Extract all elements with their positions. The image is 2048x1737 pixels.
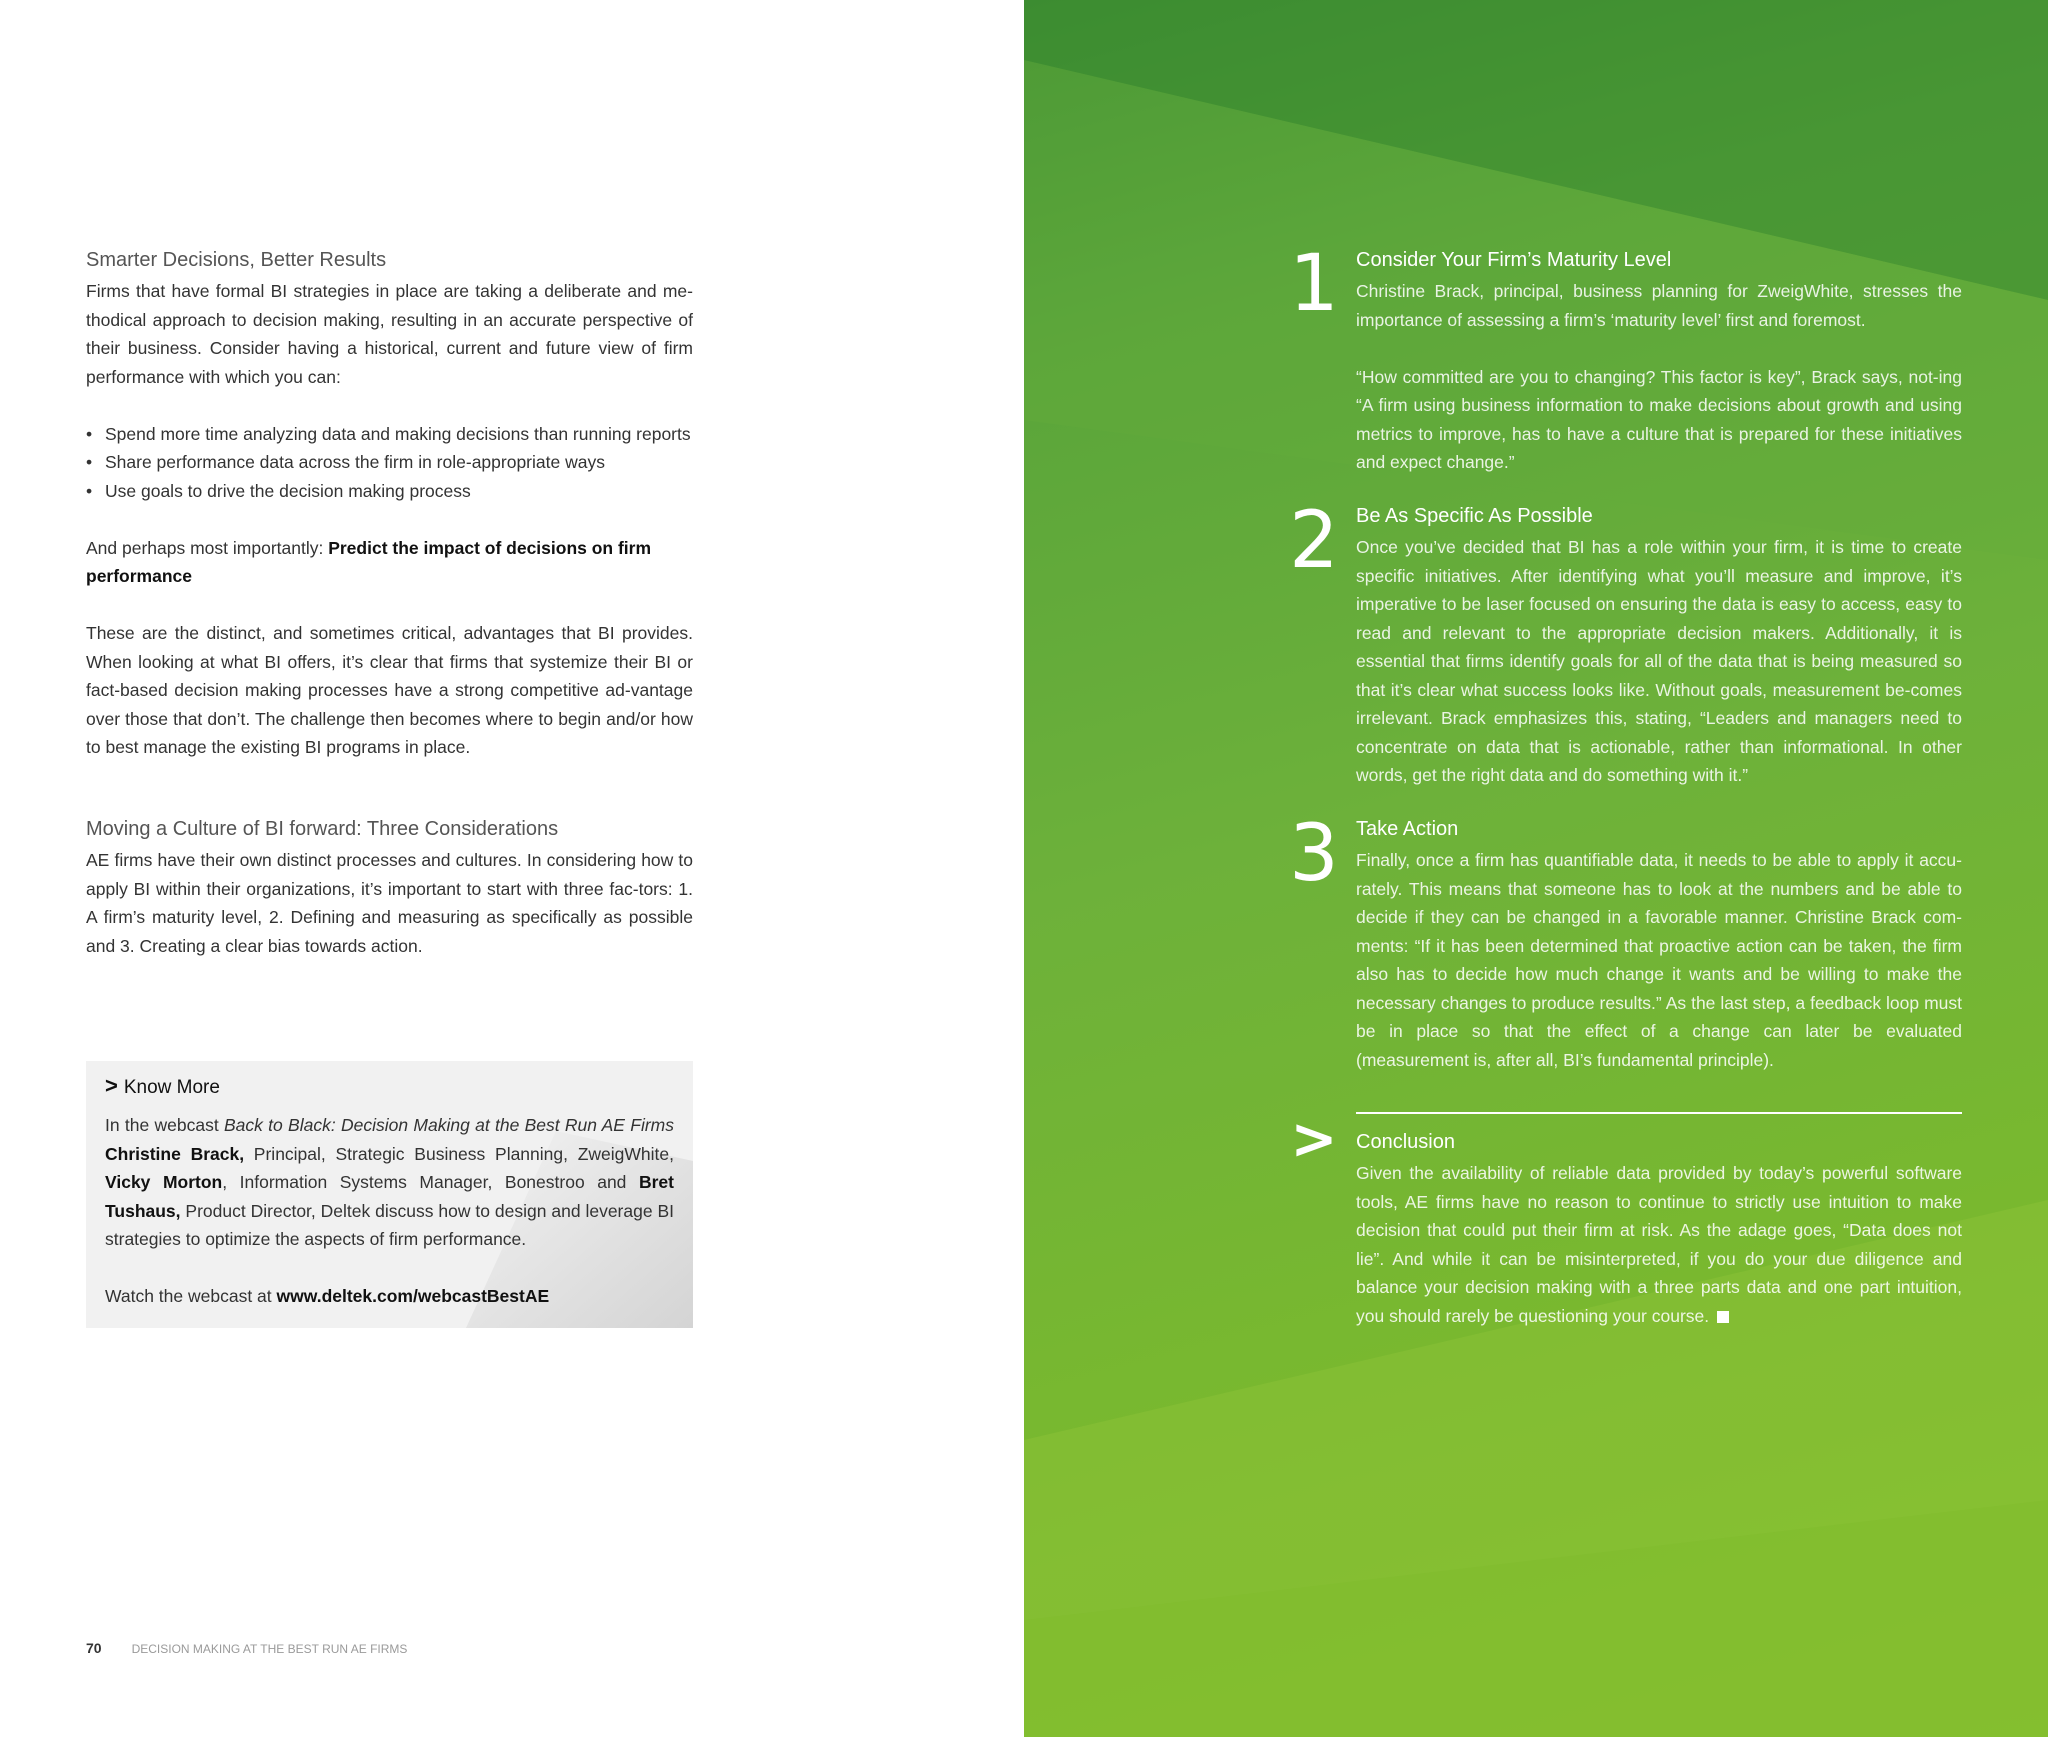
- speaker-name: Bret Tushaus,: [105, 1172, 674, 1221]
- conclusion-paragraph: [1356, 1159, 1962, 1330]
- culture-paragraph: AE firms have their own distinct processes and cultures. In considering how to apply BI within their organizations, it’s important to start with three fac-tors: 1. A firm’s maturity level, 2. Defining and measuring as specifically as possible and 3. Creating a clear bias towards action.: [86, 850, 693, 956]
- consideration-heading: Take Action: [1356, 818, 1459, 840]
- consideration-paragraph: Finally, once a firm has quantifiable data, it needs to be able to apply it accu-rately. This means that someone has to look at the numbers and be able to decide if they can be changed in a favorable manner. Christine Brack com-ments: “If it has been determined that proactive action can be taken, the firm also has to decide how much change it wants and be willing to make the necessary changes to produce results.” As the last step, a feedback loop must be in place so that the effect of a change can later be evaluated (measurement is, after all, BI’s fundamental principle).: [1356, 850, 1962, 1070]
- page-number: 70: [86, 1640, 102, 1656]
- consideration-specific: [1356, 503, 1962, 790]
- conclusion-heading: Conclusion: [1356, 1131, 1455, 1153]
- list-item: • Spend more time analyzing data and making decisions than running reports: [86, 420, 693, 449]
- page-footer: [86, 1640, 407, 1656]
- conclusion-section: [1356, 1129, 1962, 1330]
- section-heading: Moving a Culture of BI forward: Three Considerations: [86, 818, 559, 840]
- section-heading: Smarter Decisions, Better Results: [86, 249, 387, 271]
- know-more-box: [86, 1061, 693, 1328]
- item-number: 1: [1289, 239, 1339, 329]
- speaker-name: Christine Brack,: [105, 1143, 245, 1164]
- watch-lead: Watch the webcast at: [105, 1286, 277, 1306]
- speaker-role: , Information Systems Manager, Bonestroo and: [222, 1172, 639, 1192]
- consideration-paragraph: Christine Brack, principal, business planning for ZweigWhite, stresses the importance of assessing a firm’s ‘maturity level’ first and foremost.: [1356, 281, 1962, 330]
- consideration-heading: Be As Specific As Possible: [1356, 505, 1593, 527]
- consideration-maturity: [1356, 247, 1962, 477]
- importantly-emphasis: Predict the impact of decisions on firm performance: [86, 537, 652, 586]
- conclusion-text: Given the availability of reliable data provided by today’s powerful software tools, AE firms have no reason to continue to strictly use intuition to make decision that could put their firm at risk. As the adage goes, “Data does not lie”. And while it can be misinterpreted, if you do your due diligence and balance your decision making with a three parts data and one part intuition, you should rarely be questioning your course.: [1356, 1163, 1962, 1326]
- advantages-paragraph: These are the distinct, and sometimes critical, advantages that BI provides. When looking at what BI offers, it’s clear that firms that systemize their BI or fact-based decision making processes have a strong competitive ad-vantage over those that don’t. The challenge then becomes where to begin and/or how to best manage the existing BI programs in place.: [86, 623, 693, 757]
- webcast-lead: In the webcast: [105, 1115, 224, 1135]
- item-number: 2: [1289, 496, 1339, 586]
- webcast-title: Back to Black: Decision Making at the Best Run AE Firms: [223, 1115, 674, 1135]
- section-smarter-decisions: [86, 247, 693, 762]
- speaker-name: Vicky Morton: [105, 1172, 223, 1192]
- conclusion-chevron-icon: >: [1290, 1107, 1338, 1172]
- know-more-label: Know More: [123, 1077, 220, 1098]
- consideration-heading: Consider Your Firm’s Maturity Level: [1356, 249, 1672, 271]
- running-title: DECISION MAKING AT THE BEST RUN AE FIRMS: [131, 1642, 408, 1656]
- know-more-title: [105, 1073, 674, 1099]
- speaker-role: Principal, Strategic Business Planning, ZweigWhite,: [244, 1143, 674, 1164]
- importantly-paragraph: [86, 534, 693, 591]
- watch-line: [105, 1282, 674, 1311]
- speaker-role: Product Director, Deltek discuss how to design and leverage BI strategies to optimize the aspects of firm performance.: [105, 1200, 674, 1249]
- list-item: • Use goals to drive the decision making process: [86, 477, 693, 506]
- end-mark-icon: [1717, 1311, 1729, 1323]
- item-number: 3: [1289, 809, 1339, 899]
- benefits-list: [86, 420, 693, 506]
- consideration-action: [1356, 816, 1962, 1074]
- webcast-description: [105, 1111, 674, 1254]
- consideration-paragraph: “How committed are you to changing? This factor is key”, Brack says, not-ing “A firm using business information to make decisions about growth and using metrics to improve, has to have a culture that is prepared for these initiatives and expect change.”: [1356, 366, 1962, 472]
- webcast-link[interactable]: www.deltek.com/webcastBestAE: [276, 1286, 550, 1306]
- list-item: • Share performance data across the firm in role-appropriate ways: [86, 448, 693, 477]
- importantly-lead: And perhaps most importantly:: [86, 537, 329, 558]
- section-culture-of-bi: [86, 816, 693, 960]
- chevron-right-icon: >: [105, 1073, 118, 1098]
- intro-paragraph: Firms that have formal BI strategies in place are taking a deliberate and me-thodical approach to decision making, resulting in an accurate perspective of their business. Consider having a historical, current and future view of firm performance with which you can:: [86, 281, 693, 387]
- consideration-paragraph: Once you’ve decided that BI has a role within your firm, it is time to create specific initiatives. After identifying what you’ll measure and improve, it’s imperative to be laser focused on ensuring the data is easy to access, easy to read and relevant to the appropriate decision makers. Additionally, it is essential that firms identify goals for all of the data that is being measured so that it’s clear what success looks like. Without goals, measurement be-comes irrelevant. Brack emphasizes this, stating, “Leaders and managers need to concentrate on data that is actionable, rather than informational. In other words, get the right data and do something with it.”: [1356, 537, 1962, 785]
- section-divider: [1356, 1112, 1962, 1114]
